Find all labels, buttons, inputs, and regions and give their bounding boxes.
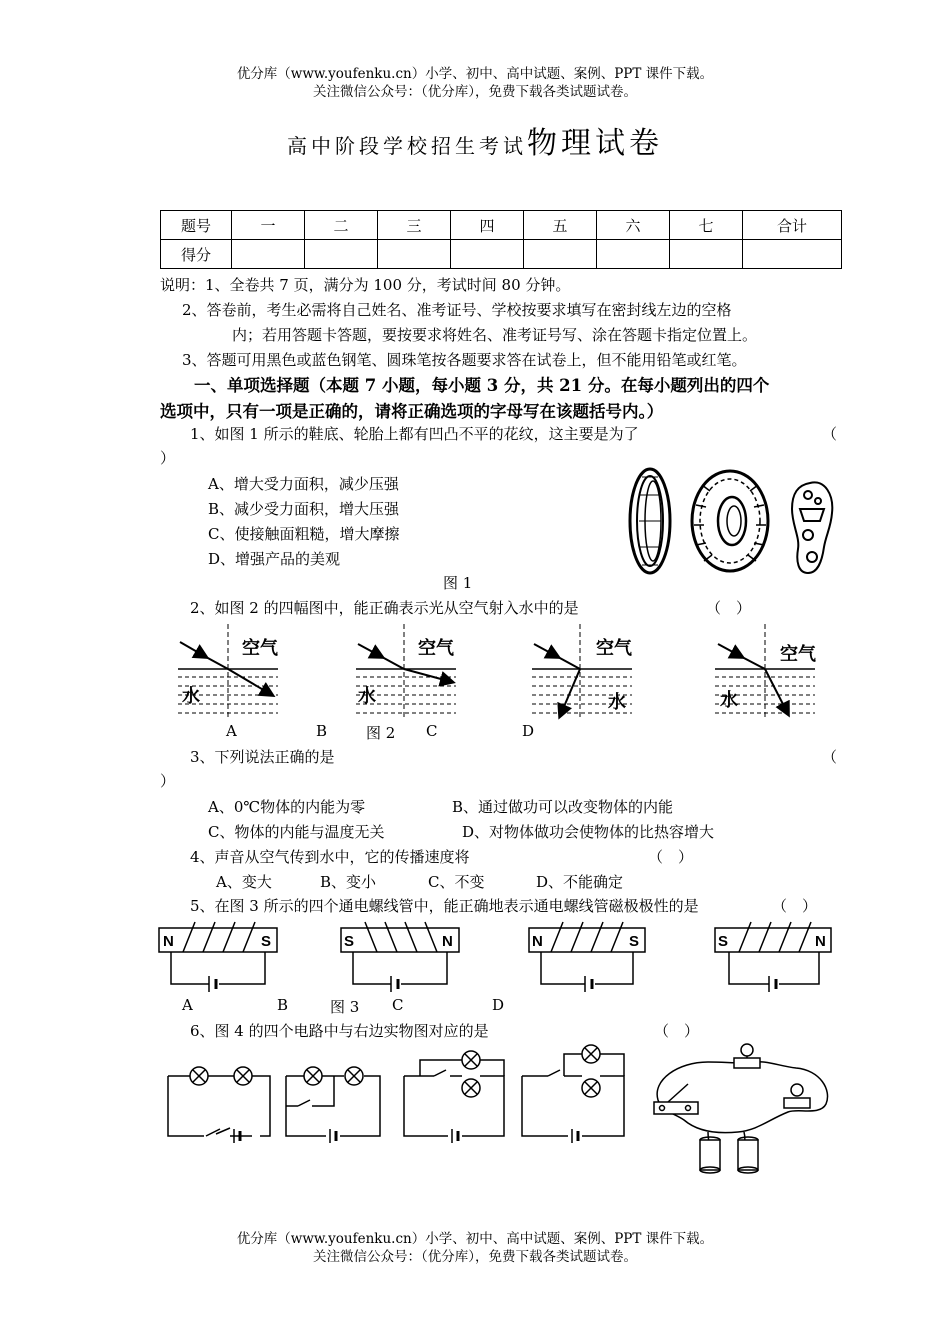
note-2b: 内；若用答题卡答题，要按要求将姓名、准考证号写、涂在答题卡指定位置上。 <box>232 326 758 344</box>
circuit-b <box>286 1067 380 1143</box>
q1-paren-close: ） <box>160 449 176 467</box>
panel-a-water-label: 水 <box>182 686 200 706</box>
solenoid-a-left-pole: N <box>163 933 174 950</box>
section-heading-line-2: 选项中，只有一项是正确的，请将正确选项的字母写在该题括号内。） <box>160 402 664 421</box>
figure-1-caption: 图 1 <box>443 574 473 592</box>
q1-option-a[interactable]: A、增大受力面积，减少压强 <box>208 475 399 493</box>
fig3-label-d: D <box>492 996 505 1014</box>
score-input-cell[interactable] <box>670 240 743 269</box>
bulb-top-icon <box>734 1044 760 1068</box>
score-input-cell[interactable] <box>232 240 305 269</box>
title-subject: 物理试卷 <box>527 126 663 161</box>
q2-paren: （ ） <box>706 599 752 617</box>
q4-paren: （ ） <box>648 848 694 866</box>
fig3-label-b: B <box>277 996 289 1014</box>
solenoid-b-left-pole: S <box>344 933 355 950</box>
solenoid-c-left-pole: N <box>532 933 543 950</box>
score-table <box>160 210 842 269</box>
footer-line-2: 关注微信公众号：（优分库），免费下载各类试题试卷。 <box>313 1249 637 1265</box>
score-input-cell[interactable] <box>378 240 451 269</box>
solenoid-d-left-pole: S <box>718 933 729 950</box>
q1-option-d[interactable]: D、增强产品的美观 <box>208 550 341 568</box>
q4-stem: 4、声音从空气传到水中，它的传播速度将 <box>190 848 470 866</box>
wide-tire-icon <box>692 471 768 571</box>
panel-c-air-label: 空气 <box>596 638 632 658</box>
panel-b-water-label: 水 <box>358 686 376 706</box>
solenoid-a-right-pole: S <box>261 933 272 950</box>
circuit-a <box>168 1067 270 1143</box>
score-cell: 六 <box>597 211 670 240</box>
note-2a: 2、答卷前，考生必需将自己姓名、准考证号、学校按要求填写在密封线左边的空格 <box>182 301 732 319</box>
figure-1-tires-shoe <box>620 465 840 580</box>
score-cell: 七 <box>670 211 743 240</box>
score-cell: 合计 <box>743 211 842 240</box>
q4-option-a[interactable]: A、变大 <box>216 873 272 891</box>
thin-tire-icon <box>630 469 670 573</box>
panel-d-water-label: 水 <box>720 690 738 710</box>
section-heading-line-1: 一、单项选择题（本题 7 小题，每小题 3 分，共 21 分。在每小题列出的四个 <box>194 376 770 395</box>
q5-paren: （ ） <box>772 897 818 915</box>
q5-stem: 5、在图 3 所示的四个通电螺线管中，能正确地表示通电螺线管磁极极性的是 <box>190 897 699 915</box>
fig2-label-b: B <box>316 722 328 740</box>
switch-icon <box>654 1084 698 1114</box>
score-input-cell[interactable] <box>524 240 597 269</box>
solenoid-c-right-pole: S <box>629 933 640 950</box>
score-cell: 三 <box>378 211 451 240</box>
q3-option-b[interactable]: B、通过做功可以改变物体的内能 <box>452 798 674 816</box>
q3-option-c[interactable]: C、物体的内能与温度无关 <box>208 823 385 841</box>
score-table-score-row <box>161 240 842 269</box>
q1-paren-open: （ <box>822 425 838 443</box>
fig3-label-c: C <box>392 996 404 1014</box>
q1-option-b[interactable]: B、减少受力面积，增大压强 <box>208 500 400 518</box>
q3-paren-close: ） <box>160 772 176 790</box>
battery-right-icon <box>738 1137 758 1173</box>
q3-option-a[interactable]: A、0℃物体的内能为零 <box>208 798 366 816</box>
q4-option-b[interactable]: B、变小 <box>320 873 377 891</box>
note-3: 3、答题可用黑色或蓝色钢笔、圆珠笔按各题要求答在试卷上，但不能用铅笔或红笔。 <box>182 351 747 369</box>
score-cell: 四 <box>451 211 524 240</box>
bulb-right-icon <box>784 1084 810 1108</box>
q4-option-d[interactable]: D、不能确定 <box>536 873 624 891</box>
header-line-1: 优分库（www.youfenku.cn）小学、初中、高中试题、案例、PPT 课件下载。 <box>236 66 714 82</box>
q4-option-c[interactable]: C、不变 <box>428 873 485 891</box>
q1-option-c[interactable]: C、使接触面粗糙，增大摩擦 <box>208 525 400 543</box>
fig2-label-d: D <box>522 722 535 740</box>
q6-paren: （ ） <box>654 1022 700 1040</box>
score-cell: 二 <box>305 211 378 240</box>
shoe-sole-icon <box>792 482 832 573</box>
figure-4-physical-circuit <box>648 1040 838 1180</box>
score-row-label: 得分 <box>161 240 232 269</box>
figure-4-circuits <box>160 1040 640 1150</box>
fig3-label-a: A <box>182 996 193 1014</box>
q6-stem: 6、图 4 的四个电路中与右边实物图对应的是 <box>190 1022 489 1040</box>
panel-a-air-label: 空气 <box>242 638 278 658</box>
figure-2-caption: 图 2 <box>366 724 396 742</box>
page-title <box>0 118 950 162</box>
note-1: 说明：1、全卷共 7 页，满分为 100 分，考试时间 80 分钟。 <box>160 276 571 294</box>
circuit-c <box>404 1051 504 1143</box>
score-input-cell[interactable] <box>743 240 842 269</box>
score-input-cell[interactable] <box>597 240 670 269</box>
figure-3-solenoids <box>155 918 845 996</box>
q3-stem: 3、下列说法正确的是 <box>190 748 335 766</box>
solenoid-d <box>715 922 831 992</box>
battery-left-icon <box>700 1137 720 1173</box>
q1-stem: 1、如图 1 所示的鞋底、轮胎上都有凹凸不平的花纹，这主要是为了 <box>190 425 639 443</box>
score-table-header-row <box>161 211 842 240</box>
panel-d-air-label: 空气 <box>780 644 816 664</box>
header-line-2: 关注微信公众号：（优分库），免费下载各类试题试卷。 <box>313 84 637 100</box>
title-prefix: 高中阶段学校招生考试 <box>287 134 527 158</box>
figure-2-refraction <box>160 622 840 724</box>
q3-option-d[interactable]: D、对物体做功会使物体的比热容增大 <box>462 823 715 841</box>
circuit-d <box>522 1045 624 1143</box>
score-input-cell[interactable] <box>305 240 378 269</box>
solenoid-d-right-pole: N <box>815 933 826 950</box>
solenoid-a <box>159 922 277 992</box>
fig2-label-a: A <box>226 722 237 740</box>
score-cell: 五 <box>524 211 597 240</box>
footer-line-1: 优分库（www.youfenku.cn）小学、初中、高中试题、案例、PPT 课件下载。 <box>236 1231 714 1247</box>
panel-b-air-label: 空气 <box>418 638 454 658</box>
figure-3-caption: 图 3 <box>330 998 360 1016</box>
fig2-label-c: C <box>426 722 438 740</box>
solenoid-c <box>529 922 645 992</box>
score-cell: 题号 <box>161 211 232 240</box>
score-input-cell[interactable] <box>451 240 524 269</box>
score-cell: 一 <box>232 211 305 240</box>
panel-c-water-label: 水 <box>608 692 626 712</box>
q3-paren-open: （ <box>822 748 838 766</box>
q2-stem: 2、如图 2 的四幅图中，能正确表示光从空气射入水中的是 <box>190 599 579 617</box>
solenoid-b-right-pole: N <box>442 933 453 950</box>
